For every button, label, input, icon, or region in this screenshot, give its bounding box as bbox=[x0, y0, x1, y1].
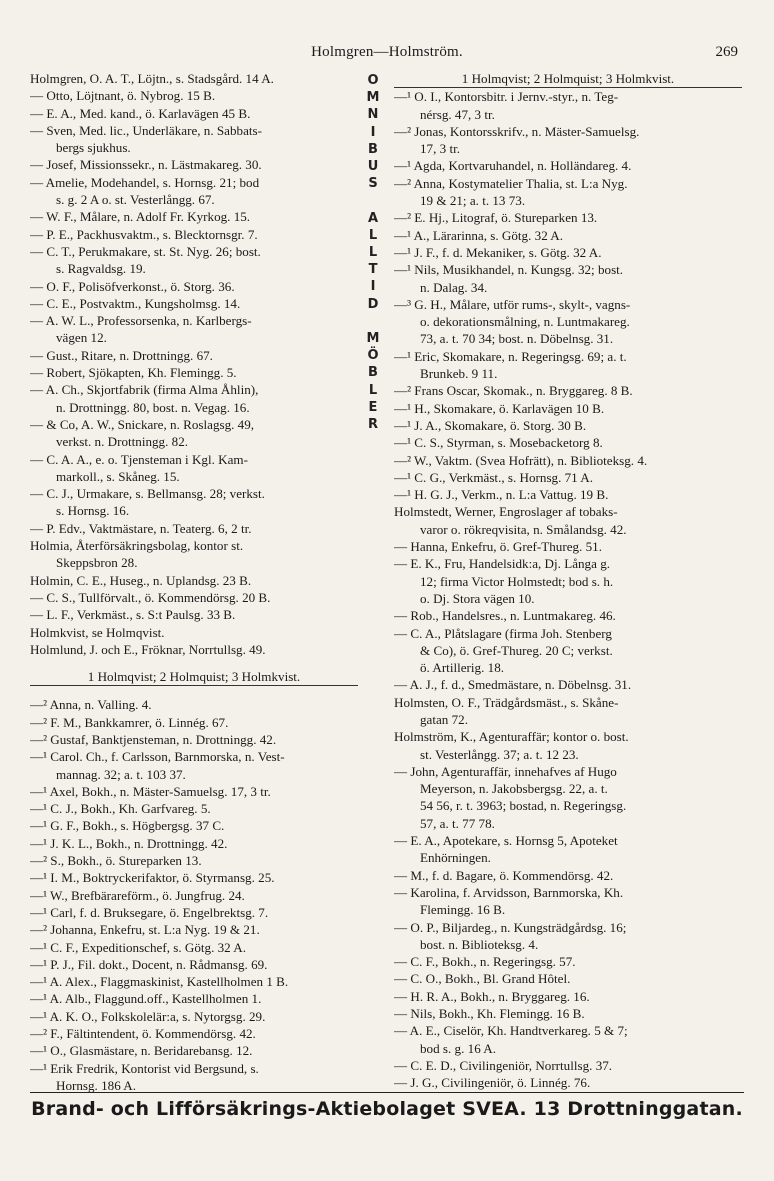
directory-entry-line: —¹ C. J., Bokh., Kh. Garfvareg. 5. bbox=[30, 801, 211, 817]
directory-entry-line: mannag. 32; a. t. 103 37. bbox=[56, 766, 186, 782]
directory-entry-line: s. Ragvaldsg. 19. bbox=[56, 261, 146, 277]
directory-entry-line: — E. K., Fru, Handelsidk:a, Dj. Långa g. bbox=[394, 556, 611, 572]
directory-entry-line: — J. G., Civilingeniör, ö. Linnég. 76. bbox=[394, 1075, 591, 1091]
directory-entry-line: s. g. 2 A o. st. Vesterlångg. 67. bbox=[56, 192, 215, 208]
directory-entry-line: —¹ J. F., f. d. Mekaniker, s. Götg. 32 A. bbox=[394, 244, 602, 260]
directory-entry-line: — C. A. A., e. o. Tjensteman i Kgl. Kam- bbox=[30, 451, 248, 467]
page-header bbox=[0, 44, 774, 66]
directory-entry-line: —² Jonas, Kontorsskrifv., n. Mäster-Samuelsg. bbox=[394, 123, 640, 139]
directory-entry-line: —¹ A., Lärarinna, s. Götg. 32 A. bbox=[394, 227, 564, 243]
directory-entry-line: bergs sjukhus. bbox=[56, 140, 131, 156]
directory-entry-line: —¹ C. G., Verkmäst., s. Hornsg. 71 A. bbox=[394, 469, 594, 485]
directory-entry-line: Enhörningen. bbox=[420, 850, 491, 866]
directory-entry-line: Flemingg. 16 B. bbox=[420, 902, 506, 918]
directory-entry-line: —¹ I. M., Boktryckerifaktor, ö. Styrmansg. 25. bbox=[30, 870, 275, 886]
directory-entry-line: —¹ Nils, Musikhandel, n. Kungsg. 32; bost. bbox=[394, 262, 624, 278]
directory-entry-line: Holmsten, O. F., Trädgårdsmäst., s. Skåne- bbox=[394, 694, 619, 710]
directory-entry-line: Holmkvist, se Holmqvist. bbox=[30, 624, 165, 640]
directory-entry-line: Holmin, C. E., Huseg., n. Uplandsg. 23 B. bbox=[30, 572, 252, 588]
directory-entry-line: — O. F., Polisöfverkonst., ö. Storg. 36. bbox=[30, 278, 235, 294]
directory-entry-line: o. Dj. Stora vägen 10. bbox=[420, 590, 535, 606]
directory-entry-line: bost. n. Biblioteksg. 4. bbox=[420, 936, 539, 952]
directory-entry-line: — W. F., Målare, n. Adolf Fr. Kyrkog. 15. bbox=[30, 209, 251, 225]
directory-entry-line: gatan 72. bbox=[420, 711, 468, 727]
spine-letter: B bbox=[368, 365, 378, 381]
spine-letter: R bbox=[367, 417, 378, 433]
spine-letter: T bbox=[368, 262, 378, 278]
margin-advertisement bbox=[360, 72, 386, 832]
directory-entry-line: markoll., s. Skåneg. 15. bbox=[56, 468, 180, 484]
directory-entry-line: —¹ O., Glasmästare, n. Beridarebansg. 12. bbox=[30, 1043, 253, 1059]
directory-entry-line: Meyerson, n. Jakobsbergsg. 22, a. t. bbox=[420, 781, 608, 797]
directory-entry-line: —¹ Carl, f. d. Bruksegare, ö. Engelbrektsg. 7. bbox=[30, 904, 269, 920]
directory-entry-line: bod s. g. 16 A. bbox=[420, 1040, 497, 1056]
directory-entry-line: & Co), ö. Gref-Thureg. 20 C; verkst. bbox=[420, 642, 613, 658]
directory-entry-line: — Gust., Ritare, n. Drottningg. 67. bbox=[30, 347, 213, 363]
section-heading: 1 Holmqvist; 2 Holmquist; 3 Holmkvist. bbox=[30, 668, 358, 686]
directory-entry-line: —² F. M., Bankkamrer, ö. Linnég. 67. bbox=[30, 714, 229, 730]
directory-entry-line: — Josef, Missionssekr., n. Lästmakareg. 30. bbox=[30, 157, 262, 173]
spine-letter: I bbox=[370, 124, 376, 140]
directory-entry-line: —¹ O. I., Kontorsbitr. i Jernv.-styr., n. Teg- bbox=[394, 89, 619, 105]
spine-letter: D bbox=[367, 296, 379, 312]
directory-entry-line: — Rob., Handelsres., n. Luntmakareg. 46. bbox=[394, 608, 616, 624]
directory-entry-line: —¹ A. Alex., Flaggmaskinist, Kastellholmen 1 B. bbox=[30, 974, 289, 990]
directory-entry-line: —² Anna, n. Valling. 4. bbox=[30, 697, 152, 713]
directory-entry-line: — John, Agenturaffär, innehafves af Hugo bbox=[394, 763, 617, 779]
spine-letter: M bbox=[366, 331, 380, 347]
directory-entry-line: — C. J., Urmakare, s. Bellmansg. 28; verkst. bbox=[30, 486, 265, 502]
spine-letter: B bbox=[368, 141, 378, 157]
directory-entry-line: —¹ Erik Fredrik, Kontorist vid Bergsund, s. bbox=[30, 1060, 259, 1076]
directory-entry-line: —¹ H., Skomakare, ö. Karlavägen 10 B. bbox=[394, 400, 605, 416]
directory-entry-line: —² Johanna, Enkefru, st. L:a Nyg. 19 & 21. bbox=[30, 922, 260, 938]
directory-entry-line: o. dekorationsmålning, n. Luntmakareg. bbox=[420, 314, 630, 330]
directory-entry-line: — P. Edv., Vaktmästare, n. Teaterg. 6, 2 tr. bbox=[30, 520, 252, 536]
directory-entry-line: Holmia, Återförsäkringsbolag, kontor st. bbox=[30, 538, 244, 554]
directory-entry-line: vägen 12. bbox=[56, 330, 107, 346]
directory-entry-line: — C. O., Bokh., Bl. Grand Hôtel. bbox=[394, 971, 571, 987]
spine-letter: L bbox=[368, 245, 378, 261]
directory-entry-line: —¹ A. Alb., Flaggund.off., Kastellholmen 1. bbox=[30, 991, 262, 1007]
directory-entry-line: —¹ W., Brefbärareförm., ö. Jungfrug. 24. bbox=[30, 887, 245, 903]
directory-entry-line: —¹ Carol. Ch., f. Carlsson, Barnmorska, n. Vest- bbox=[30, 749, 285, 765]
page-number: 269 bbox=[715, 44, 738, 60]
directory-entry-line: — C. A., Plåtslagare (firma Joh. Stenberg bbox=[394, 625, 612, 641]
directory-entry-line: — L. F., Verkmäst., s. S:t Paulsg. 33 B. bbox=[30, 607, 236, 623]
directory-entry-line: 73, a. t. 70 34; bost. n. Döbelnsg. 31. bbox=[420, 331, 614, 347]
directory-entry-line: Holmström, K., Agenturaffär; kontor o. bost. bbox=[394, 729, 629, 745]
spacer bbox=[30, 658, 358, 668]
directory-entry-line: —¹ Axel, Bokh., n. Mäster-Samuelsg. 17, 3 tr. bbox=[30, 783, 271, 799]
directory-entry-line: 54 56, r. t. 3963; bostad, n. Regeringsg. bbox=[420, 798, 627, 814]
footer-rule bbox=[30, 1092, 744, 1093]
directory-entry-line: n. Drottningg. 80, bost. n. Vegag. 16. bbox=[56, 399, 250, 415]
directory-entry-line: — & Co, A. W., Snickare, n. Roslagsg. 49, bbox=[30, 416, 255, 432]
directory-entry-line: — E. A., Apotekare, s. Hornsg 5, Apoteket bbox=[394, 833, 618, 849]
directory-entry-line: —² Anna, Kostymatelier Thalia, st. L:a Nyg. bbox=[394, 175, 628, 191]
spine-letter: I bbox=[370, 279, 376, 295]
spine-letter: Ö bbox=[367, 348, 379, 364]
directory-entry-line: —¹ J. A., Skomakare, ö. Storg. 30 B. bbox=[394, 417, 587, 433]
section-heading: 1 Holmqvist; 2 Holmquist; 3 Holmkvist. bbox=[394, 70, 742, 88]
right-column bbox=[394, 70, 742, 1092]
directory-entry-line: —¹ Agda, Kortvaruhandel, n. Holländareg. 4. bbox=[394, 158, 632, 174]
directory-entry-line: n. Dalag. 34. bbox=[420, 279, 488, 295]
directory-entry-line: — Nils, Bokh., Kh. Flemingg. 16 B. bbox=[394, 1006, 585, 1022]
directory-entry-line: Hornsg. 186 A. bbox=[56, 1077, 137, 1093]
spine-letter: U bbox=[367, 159, 379, 175]
directory-entry-line: —¹ C. F., Expeditionschef, s. Götg. 32 A. bbox=[30, 939, 247, 955]
directory-entry-line: s. Hornsg. 16. bbox=[56, 503, 130, 519]
directory-entry-line: —² Gustaf, Banktjensteman, n. Drottningg. 42. bbox=[30, 731, 277, 747]
spine-letter: L bbox=[368, 382, 378, 398]
directory-entry-line: — A. W. L., Professorsenka, n. Karlbergs- bbox=[30, 313, 252, 329]
directory-entry-line: — H. R. A., Bokh., n. Bryggareg. 16. bbox=[394, 988, 590, 1004]
page-title: Holmgren—Holmström. bbox=[311, 44, 463, 60]
directory-entry-line: 19 & 21; a. t. 13 73. bbox=[420, 193, 526, 209]
spine-letter: M bbox=[366, 90, 380, 106]
directory-entry-line: — E. A., Med. kand., ö. Karlavägen 45 B. bbox=[30, 105, 251, 121]
spine-letter: N bbox=[367, 107, 379, 123]
directory-entry-line: — C. T., Perukmakare, st. St. Nyg. 26; bost. bbox=[30, 243, 261, 259]
directory-entry-line: Brunkeb. 9 11. bbox=[420, 366, 498, 382]
directory-entry-line: — C. E., Postvaktm., Kungsholmsg. 14. bbox=[30, 295, 241, 311]
spine-letter: S bbox=[368, 176, 378, 192]
directory-entry-line: — Otto, Löjtnant, ö. Nybrog. 15 B. bbox=[30, 88, 216, 104]
directory-entry-line: —¹ A. K. O., Folkskolelär:a, s. Nytorgsg. 29. bbox=[30, 1008, 266, 1024]
directory-entry-line: —¹ J. K. L., Bokh., n. Drottningg. 42. bbox=[30, 835, 228, 851]
directory-entry-line: — A. J., f. d., Smedmästare, n. Döbelnsg. 31. bbox=[394, 677, 632, 693]
directory-entry-line: st. Vesterlångg. 37; a. t. 12 23. bbox=[420, 746, 579, 762]
directory-entry-line: — M., f. d. Bagare, ö. Kommendörsg. 42. bbox=[394, 867, 614, 883]
directory-entry-line: — C. F., Bokh., n. Regeringsg. 57. bbox=[394, 954, 576, 970]
directory-entry-line: —¹ H. G. J., Verkm., n. L:a Vattug. 19 B. bbox=[394, 487, 609, 503]
directory-entry-line: 57, a. t. 77 78. bbox=[420, 815, 495, 831]
directory-entry-line: 12; firma Victor Holmstedt; bod s. h. bbox=[420, 573, 614, 589]
spine-letter: E bbox=[368, 399, 378, 415]
directory-entry-line: —² E. Hj., Litograf, ö. Stureparken 13. bbox=[394, 210, 598, 226]
directory-entry-line: —¹ G. F., Bokh., s. Högbergsg. 37 C. bbox=[30, 818, 225, 834]
directory-entry-line: Holmstedt, Werner, Engroslager af tobaks- bbox=[394, 504, 618, 520]
directory-entry-line: Holmgren, O. A. T., Löjtn., s. Stadsgård. 14 A. bbox=[30, 71, 274, 86]
directory-entry-line: — O. P., Biljardeg., n. Kungsträdgårdsg. 16; bbox=[394, 919, 627, 935]
directory-entry-line: —² Frans Oscar, Skomak., n. Bryggareg. 8 B. bbox=[394, 383, 633, 399]
spacer bbox=[30, 686, 358, 696]
spine-letter: A bbox=[367, 210, 379, 226]
footer-advertisement: Brand- och Lifförsäkrings-Aktiebolaget SVEA. 13 Drottninggatan. bbox=[31, 1098, 743, 1120]
directory-entry-line: —¹ Eric, Skomakare, n. Regeringsg. 69; a. t. bbox=[394, 348, 627, 364]
directory-entry-line: — A. E., Ciselör, Kh. Handtverkareg. 5 & 7; bbox=[394, 1023, 628, 1039]
directory-entry-line: — Hanna, Enkefru, ö. Gref-Thureg. 51. bbox=[394, 539, 602, 555]
directory-entry-line: — A. Ch., Skjortfabrik (firma Alma Åhlin), bbox=[30, 382, 259, 398]
left-column bbox=[30, 70, 358, 1094]
directory-entry-line: ö. Artillerig. 18. bbox=[420, 660, 505, 676]
directory-entry-line: — P. E., Packhusvaktm., s. Blecktornsgr. 7. bbox=[30, 226, 258, 242]
directory-entry-line: varor o. rökreqvisita, n. Smålandsg. 42. bbox=[420, 521, 627, 537]
directory-entry-line: — Karolina, f. Arvidsson, Barnmorska, Kh. bbox=[394, 884, 624, 900]
spine-letter bbox=[371, 313, 376, 330]
directory-entry-line: — Amelie, Modehandel, s. Hornsg. 21; bod bbox=[30, 174, 260, 190]
directory-entry-line: —² F., Fältintendent, ö. Kommendörsg. 42. bbox=[30, 1026, 256, 1042]
directory-entry-line: Skeppsbron 28. bbox=[56, 555, 138, 571]
directory-entry-line: — Robert, Sjökapten, Kh. Flemingg. 5. bbox=[30, 365, 237, 381]
directory-entry-line: nérsg. 47, 3 tr. bbox=[420, 106, 495, 122]
directory-entry-line: —³ G. H., Målare, utför rums-, skylt-, vagns- bbox=[394, 296, 631, 312]
directory-entry-line: —² S., Bokh., ö. Stureparken 13. bbox=[30, 853, 202, 869]
directory-entry-line: — Sven, Med. lic., Underläkare, n. Sabbats- bbox=[30, 122, 262, 138]
spine-letter bbox=[371, 192, 376, 209]
directory-entry-line: 17, 3 tr. bbox=[420, 141, 461, 157]
directory-entry-line: —¹ P. J., Fil. dokt., Docent, n. Rådmansg. 69. bbox=[30, 956, 268, 972]
directory-entry-line: Holmlund, J. och E., Fröknar, Norrtullsg. 49. bbox=[30, 641, 266, 657]
directory-entry-line: — C. E. D., Civilingeniör, Norrtullsg. 37. bbox=[394, 1057, 613, 1073]
directory-entry-line: verkst. n. Drottningg. 82. bbox=[56, 434, 189, 450]
directory-entry-line: — C. S., Tullförvalt., ö. Kommendörsg. 20 B. bbox=[30, 589, 271, 605]
directory-entry-line: —² W., Vaktm. (Svea Hofrätt), n. Biblioteksg. 4. bbox=[394, 452, 648, 468]
directory-entry-line: —¹ C. S., Styrman, s. Mosebacketorg 8. bbox=[394, 435, 603, 451]
spine-letter: O bbox=[367, 73, 379, 88]
spine-letter: L bbox=[368, 227, 378, 243]
